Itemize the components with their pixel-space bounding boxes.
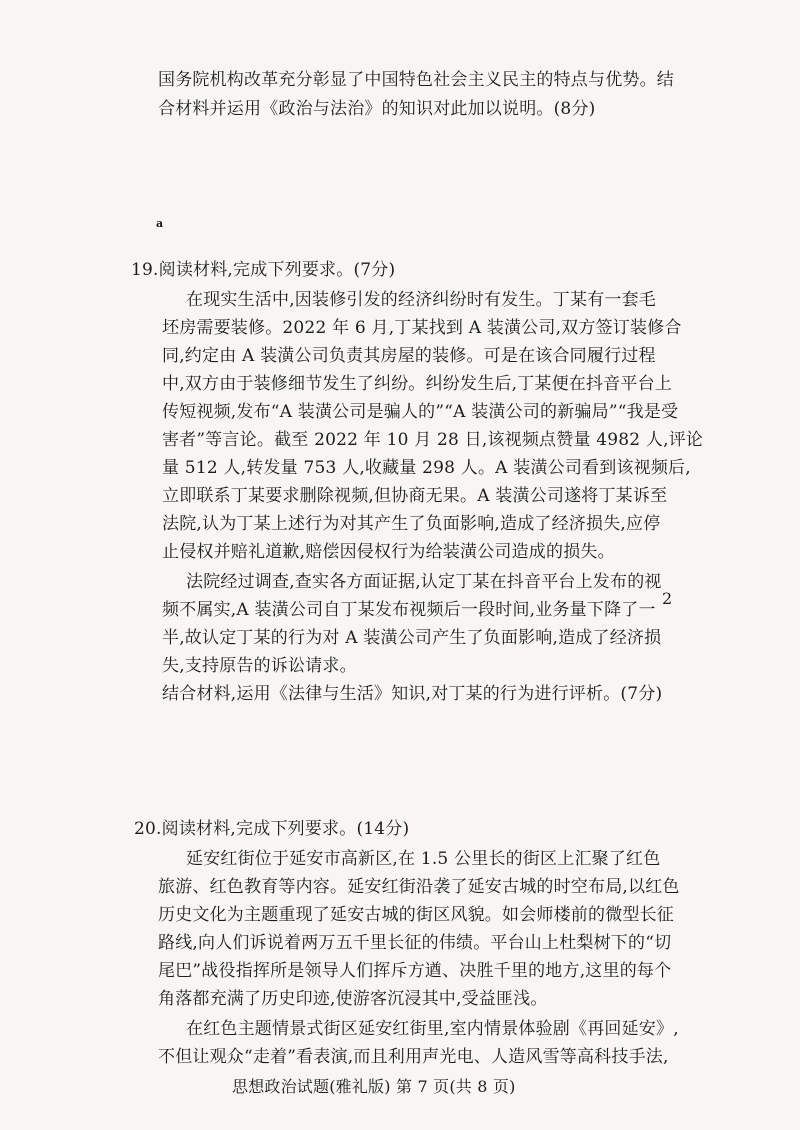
q20-material-line: 延安红街位于延安市高新区,在 1.5 公里长的街区上汇聚了红色 (186, 849, 661, 869)
q20-material-line: 角落都充满了历史印迹,使游客沉浸其中,受益匪浅。 (158, 989, 548, 1009)
q20-material-line: 在红色主题情景式街区延安红街里,室内情景体验剧《再回延安》, (186, 1019, 679, 1039)
q19-material-line: 立即联系丁某要求删除视频,但协商无果。A 装潢公司遂将丁某诉至 (162, 486, 668, 506)
q18-text-line-1: 国务院机构改革充分彰显了中国特色社会主义民主的特点与优势。结 (158, 70, 674, 90)
q19-material-line: 害者”等言论。截至 2022 年 10 月 28 日,该视频点赞量 4982 人,评论 (162, 430, 704, 450)
page-footer: 思想政治试题(雅礼版) 第 7 页(共 8 页) (232, 1077, 516, 1096)
q19-material-line: 中,双方由于装修细节发生了纠纷。纠纷发生后,丁某便在抖音平台上 (162, 374, 673, 394)
q19-material-line: 半,故认定丁某的行为对 A 装潢公司产生了负面影响,造成了经济损 (162, 628, 662, 648)
q20-material-line: 尾巴”战役指挥所是领导人们挥斥方遒、决胜千里的地方,这里的每个 (158, 961, 672, 981)
q19-material-line: 频不属实,A 装潢公司自丁某发布视频后一段时间,业务量下降了一 (162, 600, 656, 620)
q19-material-line: 传短视频,发布“A 装潢公司是骗人的”“A 装潢公司的新骗局”“我是受 (162, 402, 679, 422)
q19-material-line: 在现实生活中,因装修引发的经济纠纷时有发生。丁某有一套毛 (186, 290, 657, 310)
q19-material-line: 坯房需要装修。2022 年 6 月,丁某找到 A 装潢公司,双方签订装修合 (162, 318, 682, 338)
q19-material-line: 止侵权并赔礼道歉,赔偿因侵权行为给装潢公司造成的损失。 (162, 542, 615, 562)
q19-heading: 19.阅读材料,完成下列要求。(7分) (131, 260, 396, 280)
q19-material-line: 法院,认为丁某上述行为对其产生了负面影响,造成了经济损失,应停 (162, 514, 661, 534)
q20-material-line: 路线,向人们诉说着两万五千里长征的伟绩。平台山上杜梨树下的“切 (158, 933, 672, 953)
q19-material-line: 失,支持原告的诉讼请求。 (162, 656, 357, 676)
q19-material-line: 法院经过调查,查实各方面证据,认定丁某在抖音平台上发布的视 (186, 572, 662, 592)
q20-material-line: 不但让观众“走着”看表演,而且利用声光电、人造风雪等高科技手法, (158, 1047, 669, 1067)
q18-text-line-2: 合材料并运用《政治与法治》的知识对此加以说明。(8分) (158, 99, 596, 119)
stray-mark: a (156, 217, 164, 230)
q19-task: 结合材料,运用《法律与生活》知识,对丁某的行为进行评析。(7分) (162, 684, 663, 704)
q20-heading: 20.阅读材料,完成下列要求。(14分) (134, 819, 410, 839)
q19-material-line: 同,约定由 A 装潢公司负责其房屋的装修。可是在该合同履行过程 (162, 346, 656, 366)
margin-mark: 2 (662, 589, 673, 608)
q20-material-line: 历史文化为主题重现了延安古城的街区风貌。如会师楼前的微型长征 (158, 905, 674, 925)
q19-material-line: 量 512 人,转发量 753 人,收藏量 298 人。A 装潢公司看到该视频后, (162, 458, 691, 478)
q20-material-line: 旅游、红色教育等内容。延安红街沿袭了延安古城的时空布局,以红色 (158, 877, 680, 897)
